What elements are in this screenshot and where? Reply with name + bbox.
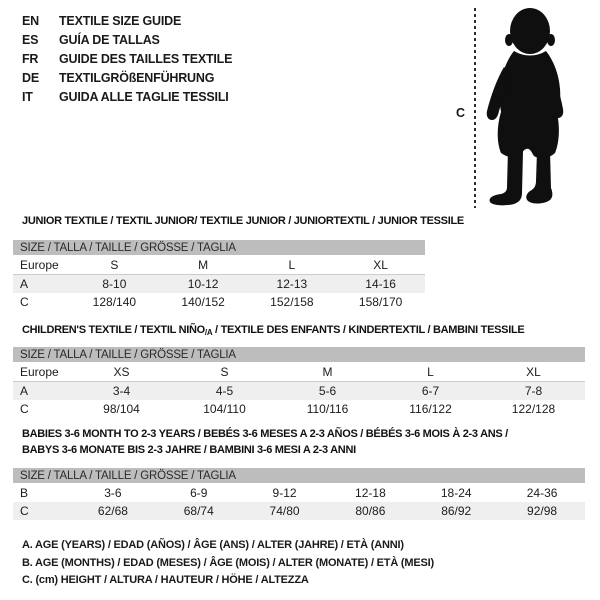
height-reference-dashed-line xyxy=(474,8,476,208)
row-label: C xyxy=(20,295,29,309)
size-header-cell: SIZE / TALLA / TAILLE / GRÖSSE / TAGLIA xyxy=(13,468,585,483)
language-code: DE xyxy=(22,70,39,85)
months-cell: 18-24 xyxy=(440,485,472,500)
language-title: GUIDE DES TAILLES TEXTILE xyxy=(59,51,233,66)
table-row-months xyxy=(13,483,585,502)
footnote-age-years: A. AGE (YEARS) / EDAD (AÑOS) / ÂGE (ANS) / ALTER (JAHRE) / ETÀ (ANNI) xyxy=(22,539,404,551)
babies-title-line2: BABYS 3-6 MONATE BIS 2-3 JAHRE / BAMBINI 3-6 MESI A 2-3 ANNI xyxy=(22,443,356,456)
height-cell: 80/86 xyxy=(327,502,413,520)
height-cell: 74/80 xyxy=(242,502,328,520)
months-cell: 6-9 xyxy=(190,485,208,500)
footnote-height: C. (cm) HEIGHT / ALTURA / HAUTEUR / HÖHE / ALTEZZA xyxy=(22,574,309,586)
size-cell: L xyxy=(379,362,482,382)
height-cell: 86/92 xyxy=(413,502,499,520)
height-cell: 104/110 xyxy=(203,402,246,416)
height-cell: 62/68 xyxy=(70,502,156,520)
children-section-title xyxy=(22,324,524,337)
language-title: TEXTILE SIZE GUIDE xyxy=(59,13,182,28)
size-cell: XL xyxy=(482,362,585,382)
size-header-row xyxy=(13,240,425,255)
height-cell: 92/98 xyxy=(499,502,585,520)
row-label: Europe xyxy=(13,255,70,275)
table-row-age xyxy=(13,382,585,401)
size-header-row xyxy=(13,347,585,362)
language-row-fr xyxy=(22,49,232,68)
size-cell: XL xyxy=(336,255,425,275)
age-cell: 10-12 xyxy=(159,275,248,294)
height-cell: 110/116 xyxy=(306,402,349,416)
age-cell: 4-5 xyxy=(173,382,276,401)
row-label: C xyxy=(20,402,29,416)
table-row-height xyxy=(13,502,585,520)
language-code: EN xyxy=(22,13,39,28)
age-cell: 6-7 xyxy=(379,382,482,401)
language-row-es xyxy=(22,30,232,49)
row-label: C xyxy=(13,502,70,520)
babies-section-title xyxy=(22,427,508,458)
table-row-height xyxy=(13,293,425,311)
language-row-it xyxy=(22,87,232,106)
row-label: A xyxy=(13,275,70,294)
babies-size-table xyxy=(13,468,585,520)
height-cell: 158/170 xyxy=(358,295,403,309)
children-size-table xyxy=(13,347,585,418)
size-cell: S xyxy=(70,255,159,275)
table-row-europe xyxy=(13,362,585,382)
months-cell: 9-12 xyxy=(272,485,297,500)
footnote-age-months: B. AGE (MONTHS) / EDAD (MESES) / ÂGE (MOIS) / ALTER (MONATE) / ETÀ (MESI) xyxy=(22,556,434,569)
children-title-subscript: /A xyxy=(204,328,213,337)
language-row-en xyxy=(22,11,232,30)
children-title-text: / TEXTILE DES ENFANTS / KINDERTEXTIL / BAMBINI TESSILE xyxy=(212,324,525,336)
age-cell: 3-4 xyxy=(70,382,173,401)
age-cell: 5-6 xyxy=(276,382,379,401)
age-cell: 8-10 xyxy=(70,275,159,294)
language-code: FR xyxy=(22,51,39,66)
months-cell: 12-18 xyxy=(355,485,386,500)
months-cell: 24-36 xyxy=(526,485,558,500)
language-title: GUIDA ALLE TAGLIE TESSILI xyxy=(59,89,229,104)
junior-section-title: JUNIOR TEXTILE / TEXTIL JUNIOR/ TEXTILE JUNIOR / JUNIORTEXTIL / JUNIOR TESSILE xyxy=(22,215,464,227)
size-cell: S xyxy=(173,362,276,382)
size-cell: XS xyxy=(70,362,173,382)
height-cell: 116/122 xyxy=(409,402,452,416)
height-cell: 128/140 xyxy=(92,295,137,309)
junior-size-table xyxy=(13,240,425,311)
language-code: ES xyxy=(22,32,39,47)
language-code: IT xyxy=(22,89,33,104)
babies-title-line1: BABIES 3-6 MONTH TO 2-3 YEARS / BEBÉS 3-6 MESES A 2-3 AÑOS / BÉBÉS 3-6 MOIS À 2-3 ANS / xyxy=(22,428,508,440)
table-row-age xyxy=(13,275,425,294)
size-cell: L xyxy=(248,255,337,275)
children-title-text: CHILDREN'S TEXTILE / TEXTIL NIÑO xyxy=(22,324,205,336)
height-cell: 152/158 xyxy=(270,295,314,309)
row-label: B xyxy=(20,485,29,500)
size-header-cell: SIZE / TALLA / TAILLE / GRÖSSE / TAGLIA xyxy=(13,347,585,362)
age-cell: 12-13 xyxy=(248,275,337,294)
age-cell: 7-8 xyxy=(482,382,585,401)
language-row-de xyxy=(22,68,232,87)
height-cell: 68/74 xyxy=(156,502,242,520)
row-label: A xyxy=(13,382,70,401)
row-label: Europe xyxy=(13,362,70,382)
size-header-cell: SIZE / TALLA / TAILLE / GRÖSSE / TAGLIA xyxy=(13,240,425,255)
size-header-row xyxy=(13,468,585,483)
table-row-europe xyxy=(13,255,425,275)
footnote-legend xyxy=(22,537,434,590)
height-cell: 98/104 xyxy=(103,402,140,416)
months-cell: 3-6 xyxy=(104,485,122,500)
language-title: TEXTILGRÖßENFÜHRUNG xyxy=(59,70,215,85)
baby-silhouette-icon xyxy=(478,5,596,207)
size-cell: M xyxy=(276,362,379,382)
height-cell: 140/152 xyxy=(181,295,225,309)
height-measure-label: C xyxy=(456,106,466,120)
language-title: GUÍA DE TALLAS xyxy=(59,32,160,47)
size-cell: M xyxy=(159,255,248,275)
table-row-height xyxy=(13,400,585,418)
height-cell: 122/128 xyxy=(511,402,556,416)
language-title-list xyxy=(22,11,232,106)
age-cell: 14-16 xyxy=(336,275,425,294)
